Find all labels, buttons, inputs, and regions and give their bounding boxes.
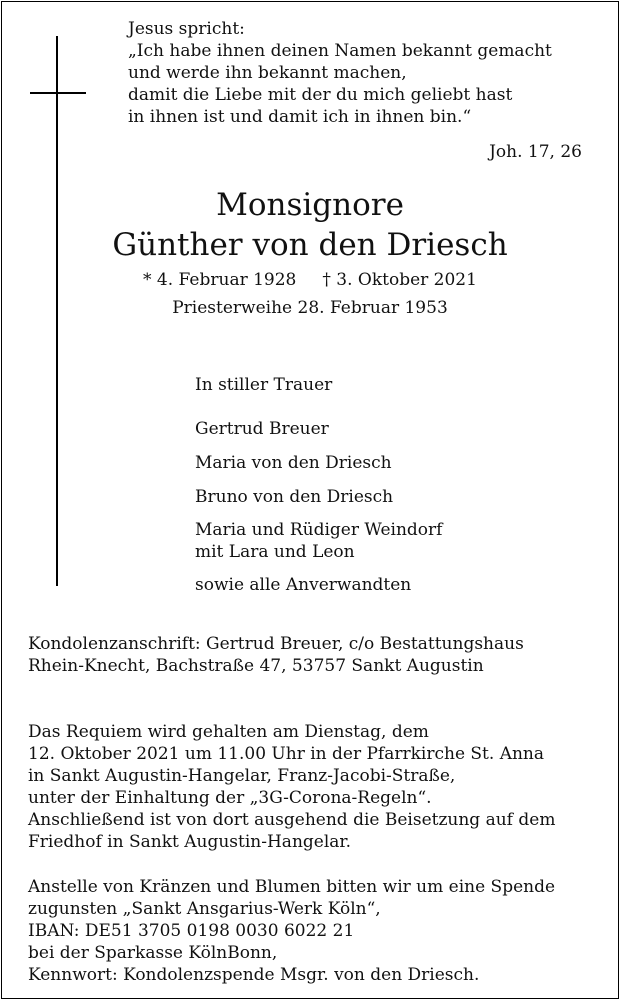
mourner-name: sowie alle Anverwandten — [195, 575, 412, 595]
condolence-line: Kondolenzanschrift: Gertrud Breuer, c/o Bestattungshaus — [28, 634, 524, 654]
donation-line: bei der Sparkasse KölnBonn, — [28, 943, 278, 963]
death-date: † 3. Oktober 2021 — [322, 270, 477, 290]
obituary-notice — [1, 1, 619, 999]
quote-line: damit die Liebe mit der du mich geliebt hast — [128, 85, 513, 105]
quote-line: und werde ihn bekannt machen, — [128, 63, 407, 83]
ordination-date: Priesterweihe 28. Februar 1953 — [172, 298, 448, 318]
quote-reference: Joh. 17, 26 — [489, 142, 582, 162]
donation-line: zugunsten „Sankt Ansgarius-Werk Köln“, — [28, 899, 381, 919]
requiem-line: Anschließend ist von dort ausgehend die Beisetzung auf dem — [28, 810, 556, 830]
requiem-line: 12. Oktober 2021 um 11.00 Uhr in der Pfarrkirche St. Anna — [28, 744, 545, 764]
requiem-info — [28, 721, 555, 853]
donation-line: IBAN: DE51 3705 0198 0030 6022 21 — [28, 921, 355, 941]
bible-quote — [128, 18, 598, 128]
condolence-address — [28, 633, 524, 677]
mourner-name: mit Lara und Leon — [195, 542, 355, 562]
mourners-heading: In stiller Trauer — [195, 375, 333, 395]
birth-date: * 4. Februar 1928 — [143, 270, 297, 290]
requiem-line: Friedhof in Sankt Augustin-Hangelar. — [28, 832, 352, 852]
life-dates — [2, 270, 618, 290]
requiem-line: unter der Einhaltung der „3G-Corona-Regeln“. — [28, 788, 432, 808]
cross-icon-crossbar — [30, 92, 86, 94]
requiem-line: in Sankt Augustin-Hangelar, Franz-Jacobi-Straße, — [28, 766, 456, 786]
donation-line: Kennwort: Kondolenzspende Msgr. von den Driesch. — [28, 965, 480, 985]
deceased-name: Günther von den Driesch — [112, 227, 508, 263]
mourner-name: Maria und Rüdiger Weindorf — [195, 520, 443, 540]
quote-line: in ihnen ist und damit ich in ihnen bin.“ — [128, 107, 472, 127]
quote-line: „Ich habe ihnen deinen Namen bekannt gemacht — [128, 41, 552, 61]
donation-line: Anstelle von Kränzen und Blumen bitten wir um eine Spende — [28, 877, 556, 897]
mourner-name: Bruno von den Driesch — [195, 487, 394, 507]
deceased-title: Monsignore — [216, 187, 404, 223]
mourner-name: Gertrud Breuer — [195, 419, 329, 439]
condolence-line: Rhein-Knecht, Bachstraße 47, 53757 Sankt Augustin — [28, 656, 484, 676]
mourner-name: Maria von den Driesch — [195, 453, 392, 473]
quote-intro: Jesus spricht: — [128, 19, 245, 39]
requiem-line: Das Requiem wird gehalten am Dienstag, dem — [28, 722, 429, 742]
donation-info — [28, 876, 555, 986]
